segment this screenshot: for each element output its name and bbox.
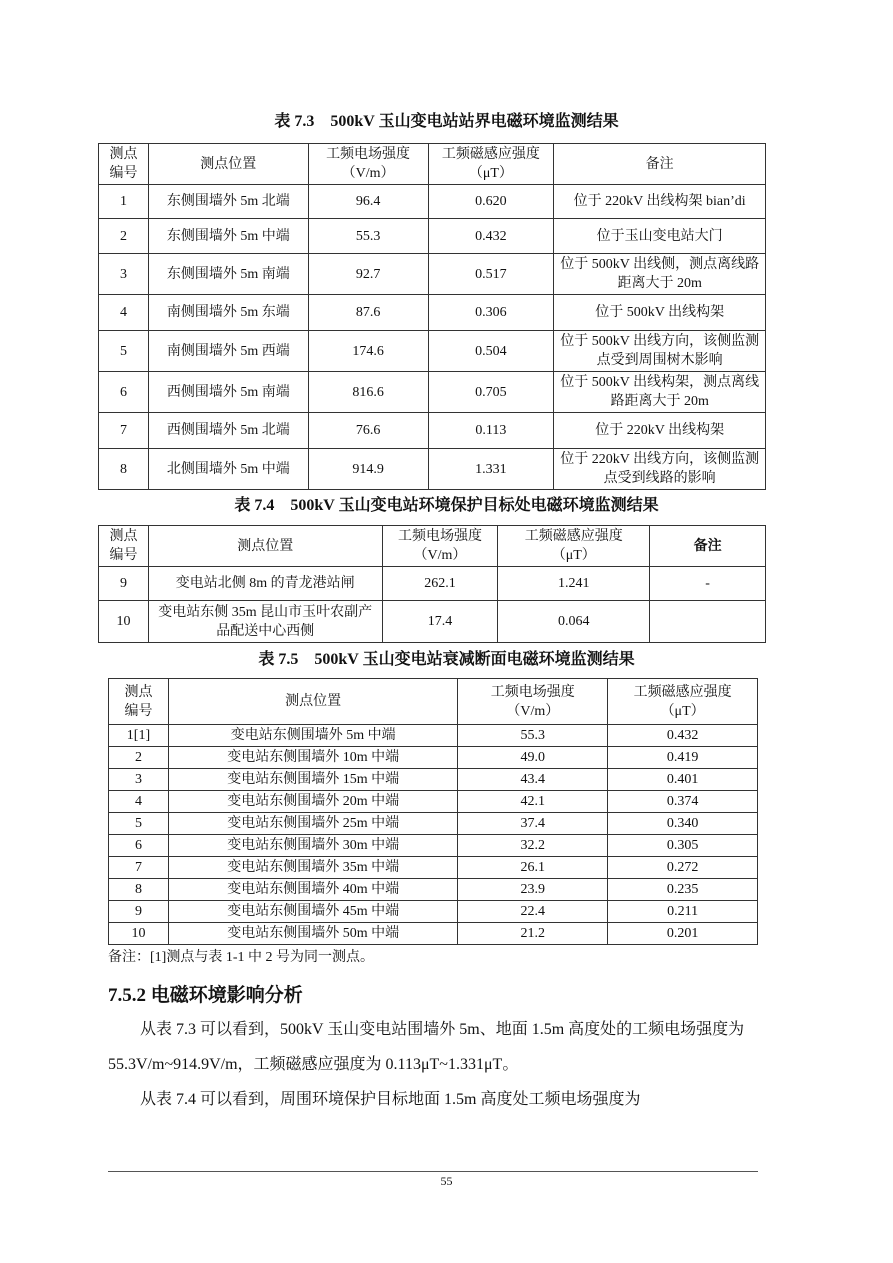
table-row <box>109 769 758 791</box>
table-cell: 0.113 <box>428 413 554 449</box>
table-cell: 南侧围墙外 5m 西端 <box>148 331 308 372</box>
table-row <box>109 725 758 747</box>
table-cell: 2 <box>109 747 169 769</box>
table-cell: 21.2 <box>458 923 608 945</box>
table-cell: 变电站东侧围墙外 45m 中端 <box>168 901 457 923</box>
table-cell: 92.7 <box>308 254 428 295</box>
table-cell: 87.6 <box>308 295 428 331</box>
table-cell: 变电站东侧围墙外 5m 中端 <box>168 725 457 747</box>
table-cell: 位于 220kV 出线构架 bian’di <box>554 185 766 219</box>
table-cell: 西侧围墙外 5m 南端 <box>148 372 308 413</box>
table-row <box>99 567 766 601</box>
section-heading: 7.5.2 电磁环境影响分析 <box>108 985 303 1006</box>
table-cell: 变电站东侧围墙外 50m 中端 <box>168 923 457 945</box>
table-cell: 变电站东侧 35m 昆山市玉叶农副产品配送中心西侧 <box>148 601 382 643</box>
table-cell: 0.064 <box>498 601 650 643</box>
table-cell: 0.517 <box>428 254 554 295</box>
table-cell: 0.705 <box>428 372 554 413</box>
table-cell: 变电站东侧围墙外 20m 中端 <box>168 791 457 813</box>
table-cell: 变电站东侧围墙外 25m 中端 <box>168 813 457 835</box>
column-header: 测点位置 <box>148 526 382 567</box>
table-cell: 5 <box>109 813 169 835</box>
table-cell: 49.0 <box>458 747 608 769</box>
table-cell: 1 <box>99 185 149 219</box>
table-cell: 0.401 <box>608 769 758 791</box>
table-cell: 变电站东侧围墙外 15m 中端 <box>168 769 457 791</box>
table-cell: 变电站东侧围墙外 35m 中端 <box>168 857 457 879</box>
table-row <box>109 835 758 857</box>
table-cell: 0.272 <box>608 857 758 879</box>
table-cell: 43.4 <box>458 769 608 791</box>
table-cell: 位于 500kV 出线构架 <box>554 295 766 331</box>
table-cell: 0.305 <box>608 835 758 857</box>
table-cell: 1.331 <box>428 449 554 490</box>
column-header: 备注 <box>650 526 766 567</box>
table-cell: 北侧围墙外 5m 中端 <box>148 449 308 490</box>
table-cell: - <box>650 567 766 601</box>
table-header-row <box>99 144 766 185</box>
table-cell: 位于 220kV 出线方向，该侧监测点受到线路的影响 <box>554 449 766 490</box>
table-row <box>109 857 758 879</box>
table-row <box>109 813 758 835</box>
table-cell: 西侧围墙外 5m 北端 <box>148 413 308 449</box>
page-number: 55 <box>440 1174 453 1188</box>
table-cell: 位于 500kV 出线构架，测点离线路距离大于 20m <box>554 372 766 413</box>
table-cell: 6 <box>109 835 169 857</box>
table-row <box>99 185 766 219</box>
column-header: 测点 编号 <box>109 679 169 725</box>
column-header: 工频电场强度 （V/m） <box>458 679 608 725</box>
table-cell: 4 <box>99 295 149 331</box>
table-cell: 26.1 <box>458 857 608 879</box>
table-cell: 42.1 <box>458 791 608 813</box>
column-header: 测点 编号 <box>99 526 149 567</box>
table-cell: 32.2 <box>458 835 608 857</box>
table-cell: 东侧围墙外 5m 北端 <box>148 185 308 219</box>
column-header: 备注 <box>554 144 766 185</box>
table-cell: 22.4 <box>458 901 608 923</box>
column-header: 测点 编号 <box>99 144 149 185</box>
table-cell: 37.4 <box>458 813 608 835</box>
table-cell: 0.374 <box>608 791 758 813</box>
table-cell: 55.3 <box>308 219 428 254</box>
paragraph: 从表 7.3 可以看到，500kV 玉山变电站围墙外 5m、地面 1.5m 高度处的工频电场强度为 55.3V/m~914.9V/m，工频磁感应强度为 0.113μT~1.331μT。 <box>108 1021 745 1073</box>
table-cell: 变电站东侧围墙外 10m 中端 <box>168 747 457 769</box>
table-cell: 3 <box>99 254 149 295</box>
table-cell: 0.306 <box>428 295 554 331</box>
table-note: 备注：[1]测点与表 1-1 中 2 号为同一测点。 <box>108 950 374 965</box>
table-cell: 9 <box>99 567 149 601</box>
table-cell: 9 <box>109 901 169 923</box>
paragraph: 从表 7.4 可以看到，周围环境保护目标地面 1.5m 高度处工频电场强度为 <box>140 1091 641 1108</box>
table-7-4-caption: 表 7.4 500kV 玉山变电站环境保护目标处电磁环境监测结果 <box>234 497 659 514</box>
table-cell: 816.6 <box>308 372 428 413</box>
table-cell: 0.201 <box>608 923 758 945</box>
table-cell: 0.211 <box>608 901 758 923</box>
table-cell: 7 <box>99 413 149 449</box>
table-cell: 0.432 <box>608 725 758 747</box>
table-cell: 96.4 <box>308 185 428 219</box>
footer-divider <box>108 1171 758 1172</box>
table-cell: 变电站东侧围墙外 30m 中端 <box>168 835 457 857</box>
table-cell: 23.9 <box>458 879 608 901</box>
column-header: 工频磁感应强度 （μT） <box>498 526 650 567</box>
table-cell: 4 <box>109 791 169 813</box>
column-header: 测点位置 <box>168 679 457 725</box>
column-header: 测点位置 <box>148 144 308 185</box>
table-cell: 0.432 <box>428 219 554 254</box>
table-cell: 2 <box>99 219 149 254</box>
table-cell: 0.504 <box>428 331 554 372</box>
column-header: 工频磁感应强度 （μT） <box>428 144 554 185</box>
table-cell: 0.620 <box>428 185 554 219</box>
column-header: 工频电场强度 （V/m） <box>308 144 428 185</box>
table-cell: 东侧围墙外 5m 中端 <box>148 219 308 254</box>
table-cell <box>650 601 766 643</box>
column-header: 工频电场强度 （V/m） <box>382 526 498 567</box>
table-7-5-caption: 表 7.5 500kV 玉山变电站衰减断面电磁环境监测结果 <box>258 651 635 668</box>
table-cell: 10 <box>99 601 149 643</box>
table-7-3-caption: 表 7.3 500kV 玉山变电站站界电磁环境监测结果 <box>274 113 619 130</box>
table-7-3 <box>98 143 766 490</box>
table-cell: 东侧围墙外 5m 南端 <box>148 254 308 295</box>
column-header: 工频磁感应强度 （μT） <box>608 679 758 725</box>
table-row <box>99 372 766 413</box>
table-7-4 <box>98 525 766 643</box>
table-cell: 914.9 <box>308 449 428 490</box>
table-cell: 1.241 <box>498 567 650 601</box>
table-cell: 0.235 <box>608 879 758 901</box>
table-row <box>99 331 766 372</box>
table-row <box>99 413 766 449</box>
table-cell: 位于 500kV 出线侧，测点离线路距离大于 20m <box>554 254 766 295</box>
table-row <box>99 601 766 643</box>
table-cell: 3 <box>109 769 169 791</box>
table-cell: 位于 220kV 出线构架 <box>554 413 766 449</box>
table-cell: 变电站东侧围墙外 40m 中端 <box>168 879 457 901</box>
table-cell: 55.3 <box>458 725 608 747</box>
table-7-5 <box>108 678 758 945</box>
table-cell: 位于玉山变电站大门 <box>554 219 766 254</box>
table-cell: 262.1 <box>382 567 498 601</box>
table-cell: 南侧围墙外 5m 东端 <box>148 295 308 331</box>
table-cell: 变电站北侧 8m 的青龙港站闸 <box>148 567 382 601</box>
table-row <box>109 747 758 769</box>
table-row <box>109 901 758 923</box>
table-row <box>109 791 758 813</box>
table-row <box>99 254 766 295</box>
table-cell: 10 <box>109 923 169 945</box>
table-row <box>99 295 766 331</box>
table-cell: 0.340 <box>608 813 758 835</box>
table-cell: 7 <box>109 857 169 879</box>
table-cell: 8 <box>109 879 169 901</box>
table-header-row <box>109 679 758 725</box>
table-row <box>99 449 766 490</box>
table-row <box>99 219 766 254</box>
table-cell: 76.6 <box>308 413 428 449</box>
table-cell: 位于 500kV 出线方向，该侧监测点受到周围树木影响 <box>554 331 766 372</box>
table-cell: 17.4 <box>382 601 498 643</box>
table-row <box>109 923 758 945</box>
table-cell: 174.6 <box>308 331 428 372</box>
table-row <box>109 879 758 901</box>
table-header-row <box>99 526 766 567</box>
table-cell: 1[1] <box>109 725 169 747</box>
table-cell: 5 <box>99 331 149 372</box>
table-cell: 6 <box>99 372 149 413</box>
table-cell: 8 <box>99 449 149 490</box>
table-cell: 0.419 <box>608 747 758 769</box>
